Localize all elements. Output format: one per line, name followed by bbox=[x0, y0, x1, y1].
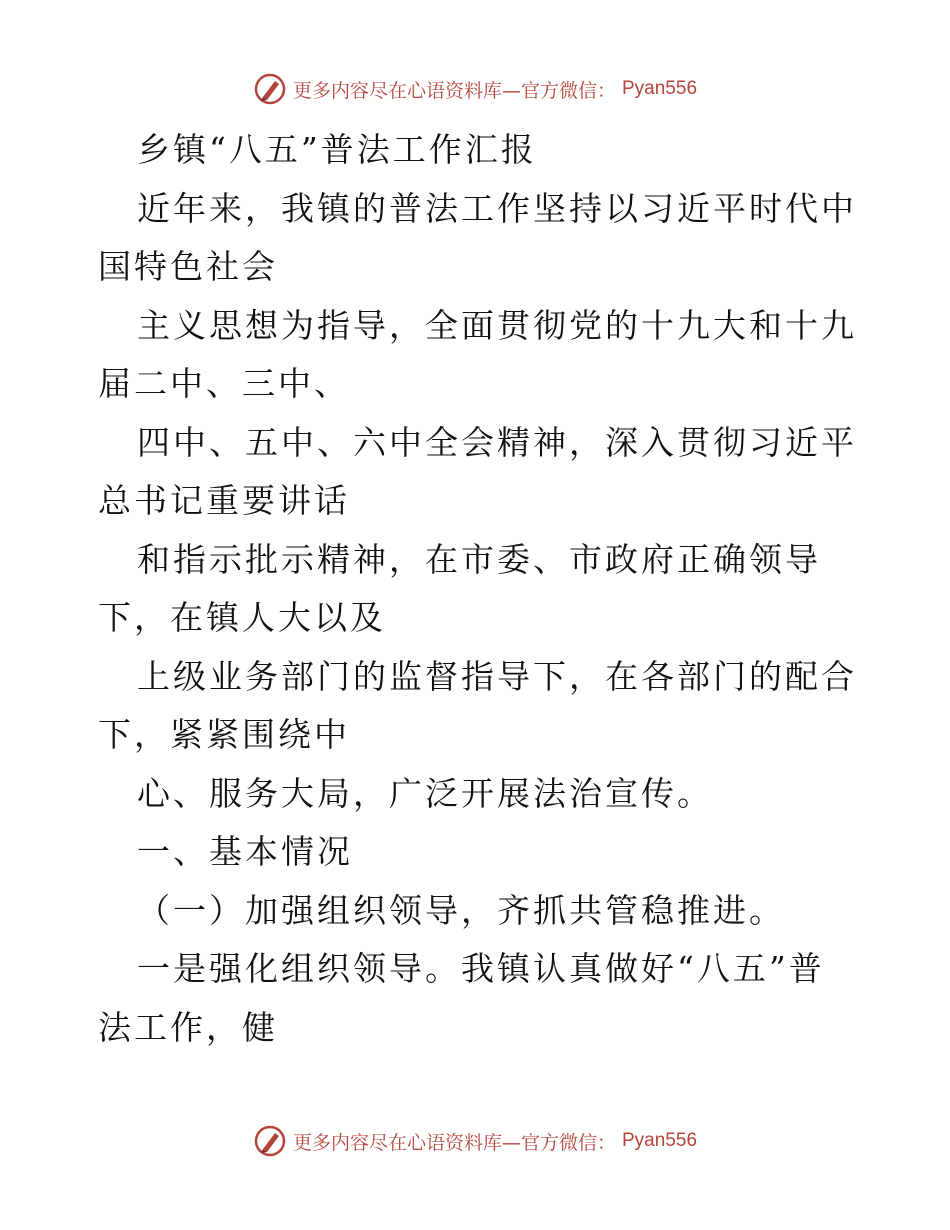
subsection-heading: （一）加强组织领导，齐抓共管稳推进。 bbox=[137, 890, 785, 930]
footer-banner bbox=[0, 1124, 950, 1158]
document-title: 乡镇“八五”普法工作汇报 bbox=[137, 130, 537, 169]
footer-site-text: 更多内容尽在心语资料库—官方微信： bbox=[292, 1131, 616, 1154]
pen-logo-icon bbox=[253, 1124, 287, 1158]
document-body bbox=[98, 121, 858, 1057]
paragraph: 一是强化组织领导。我镇认真做好“八五”普法工作，健 bbox=[98, 949, 825, 1047]
paragraph: 心、服务大局，广泛开展法治宣传。 bbox=[137, 773, 713, 813]
paragraph: 上级业务部门的监督指导下，在各部门的配合下，紧紧围绕中 bbox=[98, 656, 857, 754]
footer-wechat-id: Pyan556 bbox=[622, 1130, 698, 1151]
paragraph: 四中、五中、六中全会精神，深入贯彻习近平总书记重要讲话 bbox=[98, 422, 857, 520]
header-site-text: 更多内容尽在心语资料库—官方微信： bbox=[292, 79, 616, 102]
paragraph: 和指示批示精神，在市委、市政府正确领导下，在镇人大以及 bbox=[98, 539, 821, 637]
pen-logo-icon bbox=[253, 72, 287, 106]
section-heading: 一、基本情况 bbox=[137, 832, 353, 871]
paragraph: 近年来，我镇的普法工作坚持以习近平时代中国特色社会 bbox=[98, 188, 857, 286]
header-wechat-id: Pyan556 bbox=[622, 78, 698, 99]
paragraph: 主义思想为指导，全面贯彻党的十九大和十九届二中、三中、 bbox=[98, 305, 857, 403]
header-banner bbox=[0, 72, 950, 106]
